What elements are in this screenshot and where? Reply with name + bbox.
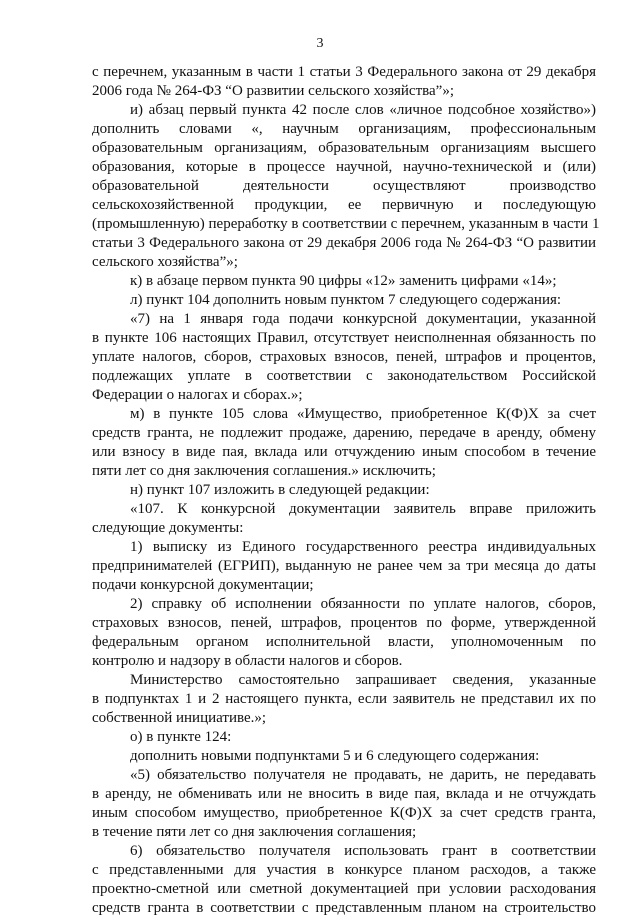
text-line: (промышленную) переработку в соответствии с перечнем, указанным в части 1 bbox=[92, 216, 600, 232]
text-line: предпринимателей (ЕГРИП), выданную не ранее чем за три месяца до даты bbox=[92, 558, 596, 574]
text-line: следующие документы: bbox=[92, 520, 244, 536]
text-line: статьи 3 Федерального закона от 29 декабря 2006 года № 264-ФЗ “О развитии bbox=[92, 235, 596, 251]
text-line: в подпунктах 1 и 2 настоящего пункта, если заявитель не представил их по bbox=[92, 691, 596, 707]
text-line: сельскохозяйственной продукции, ее первичную и последующую bbox=[92, 197, 596, 213]
text-line: 1) выписку из Единого государственного реестра индивидуальных bbox=[130, 539, 596, 555]
text-line: средств гранта, не подлежит продаже, дарению, передаче в аренду, обмену bbox=[92, 425, 596, 441]
text-line: дополнить новыми подпунктами 5 и 6 следующего содержания: bbox=[130, 748, 540, 764]
text-line: подлежащих уплате в соответствии с законодательством Российской bbox=[92, 368, 596, 384]
text-line: федеральным органом исполнительной власти, уполномоченным по bbox=[92, 634, 596, 650]
text-line: в аренду, не обменивать или не вносить в виде пая, вклада и не отчуждать bbox=[92, 786, 596, 802]
text-line: «5) обязательство получателя не продавать, не дарить, не передавать bbox=[130, 767, 596, 783]
text-line: 6) обязательство получателя использовать грант в соответствии bbox=[130, 843, 596, 859]
text-line: Министерство самостоятельно запрашивает сведения, указанные bbox=[130, 672, 596, 688]
text-line: н) пункт 107 изложить в следующей редакции: bbox=[130, 482, 430, 498]
text-line: собственной инициативе.»; bbox=[92, 710, 267, 726]
text-line: или взносу в виде пая, вклада или отчуждению иным способом в течение bbox=[92, 444, 596, 460]
text-line: «7) на 1 января года подачи конкурсной документации, указанной bbox=[130, 311, 596, 327]
text-line: в пункте 106 настоящих Правил, отсутствует неисполненная обязанность по bbox=[92, 330, 596, 346]
text-line: о) в пункте 124: bbox=[130, 729, 232, 745]
text-line: подачи конкурсной документации; bbox=[92, 577, 314, 593]
text-line: пяти лет со дня заключения соглашения.» исключить; bbox=[92, 463, 436, 479]
text-line: л) пункт 104 дополнить новым пунктом 7 следующего содержания: bbox=[130, 292, 562, 308]
text-line: образовательным организациям, образовательным организациям высшего bbox=[92, 140, 596, 156]
text-line: «107. К конкурсной документации заявитель вправе приложить bbox=[130, 501, 596, 517]
text-line: с перечнем, указанным в части 1 статьи 3 Федерального закона от 29 декабря bbox=[92, 64, 596, 80]
text-line: 2006 года № 264-ФЗ “О развитии сельского хозяйства”»; bbox=[92, 83, 454, 99]
text-line: образования, которые в процессе научной, научно-технической и (или) bbox=[92, 159, 596, 175]
page-number: 3 bbox=[316, 36, 324, 51]
text-line: иным способом имущество, приобретенное К(Ф)Х за счет средств гранта, bbox=[92, 805, 596, 821]
text-line: средств гранта в соответствии с представленным планом на строительство bbox=[92, 900, 596, 916]
text-line: 2) справку об исполнении обязанности по уплате налогов, сборов, bbox=[130, 596, 596, 612]
text-line: к) в абзаце первом пункта 90 цифры «12» заменить цифрами «14»; bbox=[130, 273, 557, 289]
text-line: в течение пяти лет со дня заключения соглашения; bbox=[92, 824, 417, 840]
text-line: проектно-сметной или сметной документацией при условии расходования bbox=[92, 881, 596, 897]
text-line: дополнить словами «, научным организациям, профессиональным bbox=[92, 121, 596, 137]
text-line: страховых взносов, пеней, штрафов, процентов по форме, утвержденной bbox=[92, 615, 596, 631]
text-line: контролю и надзору в области налогов и сборов. bbox=[92, 653, 403, 669]
text-line: образовательной деятельности осуществляют производство bbox=[92, 178, 596, 194]
text-line: Федерации о налогах и сборах.»; bbox=[92, 387, 303, 403]
text-line: с представленными для участия в конкурсе планом расходов, а также bbox=[92, 862, 596, 878]
text-line: сельского хозяйства”»; bbox=[92, 254, 238, 270]
text-line: м) в пункте 105 слова «Имущество, приобретенное К(Ф)Х за счет bbox=[130, 406, 596, 422]
text-line: уплате налогов, сборов, страховых взносов, пеней, штрафов и процентов, bbox=[92, 349, 596, 365]
text-line: и) абзац первый пункта 42 после слов «личное подсобное хозяйство») bbox=[130, 102, 596, 118]
